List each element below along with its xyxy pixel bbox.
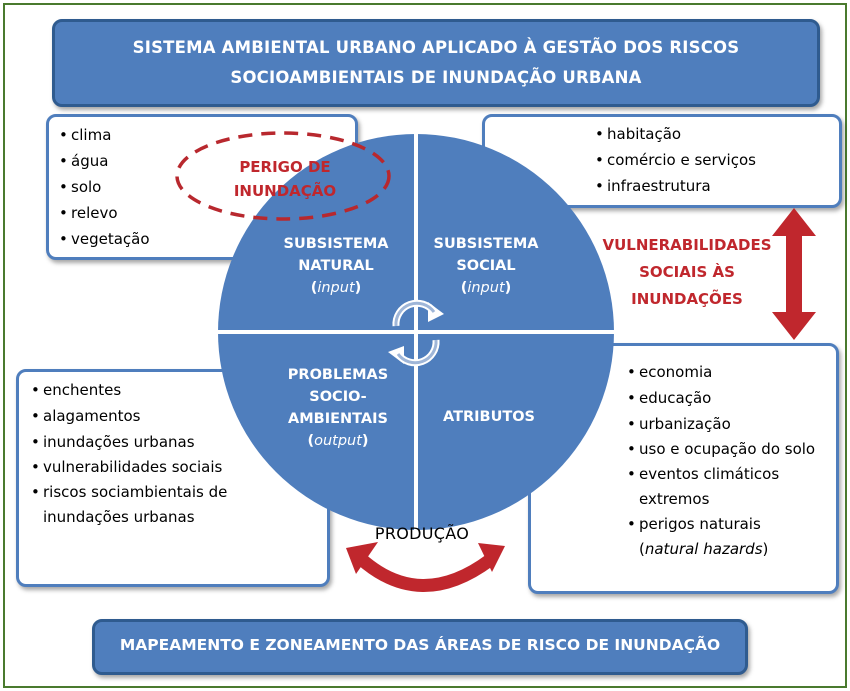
natural-subsystem-line-1: SUBSISTEMA [283,236,389,252]
natural-input-item: • solo [59,174,150,200]
problems-line-1: PROBLEMAS [287,367,389,383]
social-input-item: • habitação [595,121,756,147]
social-subsystem-tag: (input) [460,280,512,296]
problem-item: • vulnerabilidades sociais [31,455,246,480]
attribute-item: • economia [627,359,827,385]
problems-quadrant-label [270,364,406,452]
title-line-1: SISTEMA AMBIENTAL URBANO APLICADO À GESTÃO DOS RISCOS [132,38,740,57]
natural-input-item: • relevo [59,200,150,226]
natural-hazards-note: natural hazards [644,540,763,558]
natural-subsystem-tag: (input) [310,280,362,296]
natural-subsystem-label [274,233,398,299]
production-curved-arrow-icon [346,542,505,586]
problem-item: • riscos sociambientais de inundações urbanas [31,480,246,530]
footer-box: MAPEAMENTO E ZONEAMENTO DAS ÁREAS DE RISCO DE INUNDAÇÃO [92,619,748,675]
flood-hazard-line-2: INUNDAÇÃO [233,182,337,200]
social-vulnerability-label [592,232,782,313]
natural-input-tag: input [317,280,355,296]
attributes-quadrant-label: ATRIBUTOS [442,409,536,425]
flood-hazard-line-1: PERIGO DE [239,158,331,176]
problem-item: • alagamentos [31,403,246,429]
production-label: PRODUÇÃO [374,524,470,543]
attribute-item: • urbanização [627,411,827,437]
attribute-item-text: perigos naturais [639,515,761,533]
natural-subsystem-line-2: NATURAL [298,258,374,274]
output-tag: output [314,433,362,449]
flood-hazard-label [210,155,360,203]
problems-tag: (output) [307,433,369,449]
problem-item: • enchentes [31,377,246,403]
attribute-item: • educação [627,385,827,411]
vulnerability-line-1: VULNERABILIDADES [602,236,772,254]
social-subsystem-line-2: SOCIAL [456,258,516,274]
attribute-item: • uso e ocupação do solo [627,437,827,462]
problem-item: • inundações urbanas [31,429,246,455]
problems-line-3: AMBIENTAIS [288,411,388,427]
social-input-item: • infraestrutura [595,173,756,199]
attribute-item: • perigos naturais (natural hazards) [627,512,827,562]
attribute-item: • eventos climáticos extremos [627,462,827,512]
problems-line-2: SOCIO- [309,389,367,405]
vulnerability-line-2: SOCIAIS ÀS [639,263,735,281]
natural-input-item: • vegetação [59,226,150,252]
title-line-2: SOCIOAMBIENTAIS DE INUNDAÇÃO URBANA [230,68,642,87]
social-input-item: • comércio e serviços [595,147,756,173]
natural-input-item: • água [59,148,150,174]
social-input-tag: input [467,280,505,296]
natural-input-item: • clima [59,122,150,148]
social-subsystem-line-1: SUBSISTEMA [433,236,539,252]
vulnerability-line-3: INUNDAÇÕES [631,290,743,308]
social-subsystem-label [424,233,548,299]
